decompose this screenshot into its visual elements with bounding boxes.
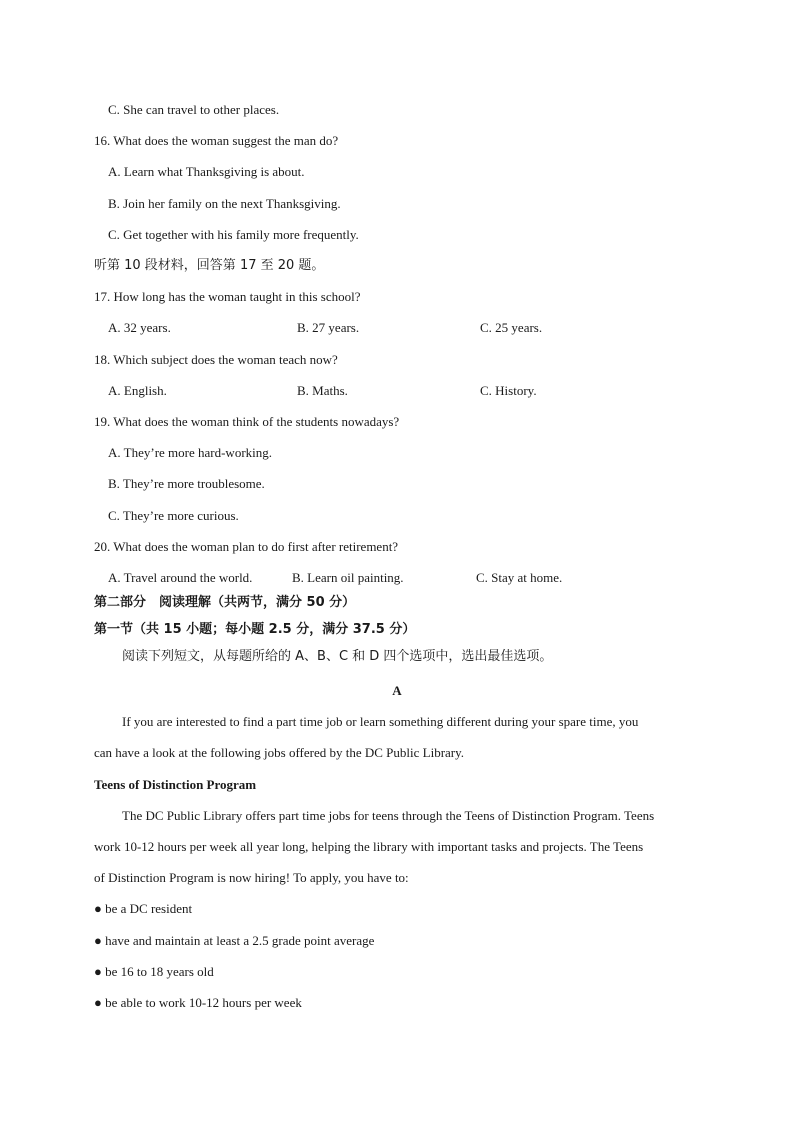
section10-intro: 听第 10 段材料，回答第 17 至 20 题。 bbox=[94, 258, 325, 273]
q20-options bbox=[0, 570, 794, 586]
passage-body-line-2: work 10-12 hours per week all year long, helping the library with important tasks and projects. The Teens bbox=[94, 839, 644, 854]
q20-question: 20. What does the woman plan to do first after retirement? bbox=[94, 539, 399, 554]
part2-heading: 第二部分 阅读理解（共两节，满分 50 分） bbox=[94, 595, 356, 610]
q20-option-b: B. Learn oil painting. bbox=[292, 570, 404, 585]
requirement-item: ● be 16 to 18 years old bbox=[94, 964, 214, 979]
q17-option-a: A. 32 years. bbox=[108, 320, 171, 335]
program-title: Teens of Distinction Program bbox=[94, 777, 257, 792]
q20-option-a: A. Travel around the world. bbox=[108, 570, 253, 585]
q15-option-c: C. She can travel to other places. bbox=[108, 102, 280, 117]
q17-options bbox=[0, 320, 794, 336]
section1-heading: 第一节（共 15 小题；每小题 2.5 分，满分 37.5 分） bbox=[94, 622, 416, 637]
q18-question: 18. Which subject does the woman teach now? bbox=[94, 352, 338, 367]
passage-body-line-1: The DC Public Library offers part time jobs for teens through the Teens of Distinction Program. Teens bbox=[122, 808, 655, 823]
requirement-item: ● be a DC resident bbox=[94, 901, 193, 916]
q17-option-c: C. 25 years. bbox=[480, 320, 543, 335]
requirement-item: ● have and maintain at least a 2.5 grade point average bbox=[94, 933, 375, 948]
q19-question: 19. What does the woman think of the students nowadays? bbox=[94, 414, 400, 429]
requirement-item: ● be able to work 10-12 hours per week bbox=[94, 995, 302, 1010]
q17-option-b: B. 27 years. bbox=[297, 320, 360, 335]
q18-option-a: A. English. bbox=[108, 383, 167, 398]
q16-option-a: A. Learn what Thanksgiving is about. bbox=[108, 164, 305, 179]
q17-question: 17. How long has the woman taught in this school? bbox=[94, 289, 361, 304]
q18-option-b: B. Maths. bbox=[297, 383, 348, 398]
q19-option-a: A. They’re more hard-working. bbox=[108, 445, 273, 460]
q19-option-b: B. They’re more troublesome. bbox=[108, 476, 265, 491]
q16-option-b: B. Join her family on the next Thanksgiving. bbox=[108, 196, 341, 211]
q18-option-c: C. History. bbox=[480, 383, 537, 398]
passage-intro-line-2: can have a look at the following jobs offered by the DC Public Library. bbox=[94, 745, 465, 760]
q20-option-c: C. Stay at home. bbox=[476, 570, 563, 585]
q16-question: 16. What does the woman suggest the man do? bbox=[94, 133, 339, 148]
q19-option-c: C. They’re more curious. bbox=[108, 508, 239, 523]
passage-intro-line-1: If you are interested to find a part time job or learn something different during your spare time, you bbox=[122, 714, 639, 729]
reading-instruction: 阅读下列短文，从每题所给的 A、B、C 和 D 四个选项中，选出最佳选项。 bbox=[122, 649, 553, 664]
q18-options bbox=[0, 383, 794, 399]
q16-option-c: C. Get together with his family more frequently. bbox=[108, 227, 359, 242]
passage-body-line-3: of Distinction Program is now hiring! To apply, you have to: bbox=[94, 870, 409, 885]
passage-letter: A bbox=[392, 683, 402, 698]
